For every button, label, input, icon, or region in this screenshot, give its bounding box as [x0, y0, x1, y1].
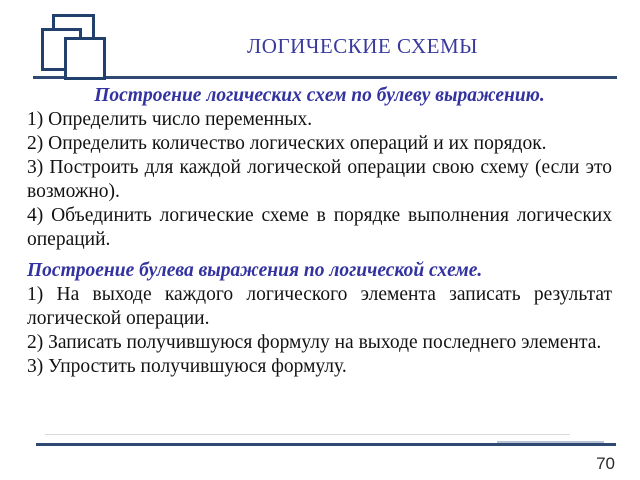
list-item: 4) Объединить логические схеме в порядке выполнения логических операций. [27, 205, 612, 250]
title-underline [33, 76, 617, 79]
section-heading-build-expression: Построение булева выражения по логической схеме. [27, 260, 483, 281]
list-item: 2) Определить количество логических операций и их порядок. [27, 133, 547, 154]
slide-body [27, 84, 612, 379]
footer-divider [36, 443, 616, 446]
overlapping-squares-logo-icon [40, 13, 108, 83]
list-item: 1) На выходе каждого логического элемента записать результат логической операции. [27, 284, 612, 329]
list-item: 2) Записать получившуюся формулу на выходе последнего элемента. [27, 332, 602, 353]
footer-divider-faint [45, 434, 570, 435]
list-item: 3) Построить для каждой логической операции свою схему (если это возможно). [27, 157, 612, 202]
list-item: 1) Определить число переменных. [27, 109, 313, 130]
section-heading-build-scheme: Построение логических схем по булеву выражению. [94, 85, 545, 106]
footer-divider-highlight [497, 441, 604, 443]
logo-square-bottom-right [64, 37, 106, 80]
list-item: 3) Упростить получившуюся формулу. [27, 356, 347, 377]
page-number: 70 [596, 454, 615, 473]
slide-title: ЛОГИЧЕСКИЕ СХЕМЫ [247, 34, 478, 58]
